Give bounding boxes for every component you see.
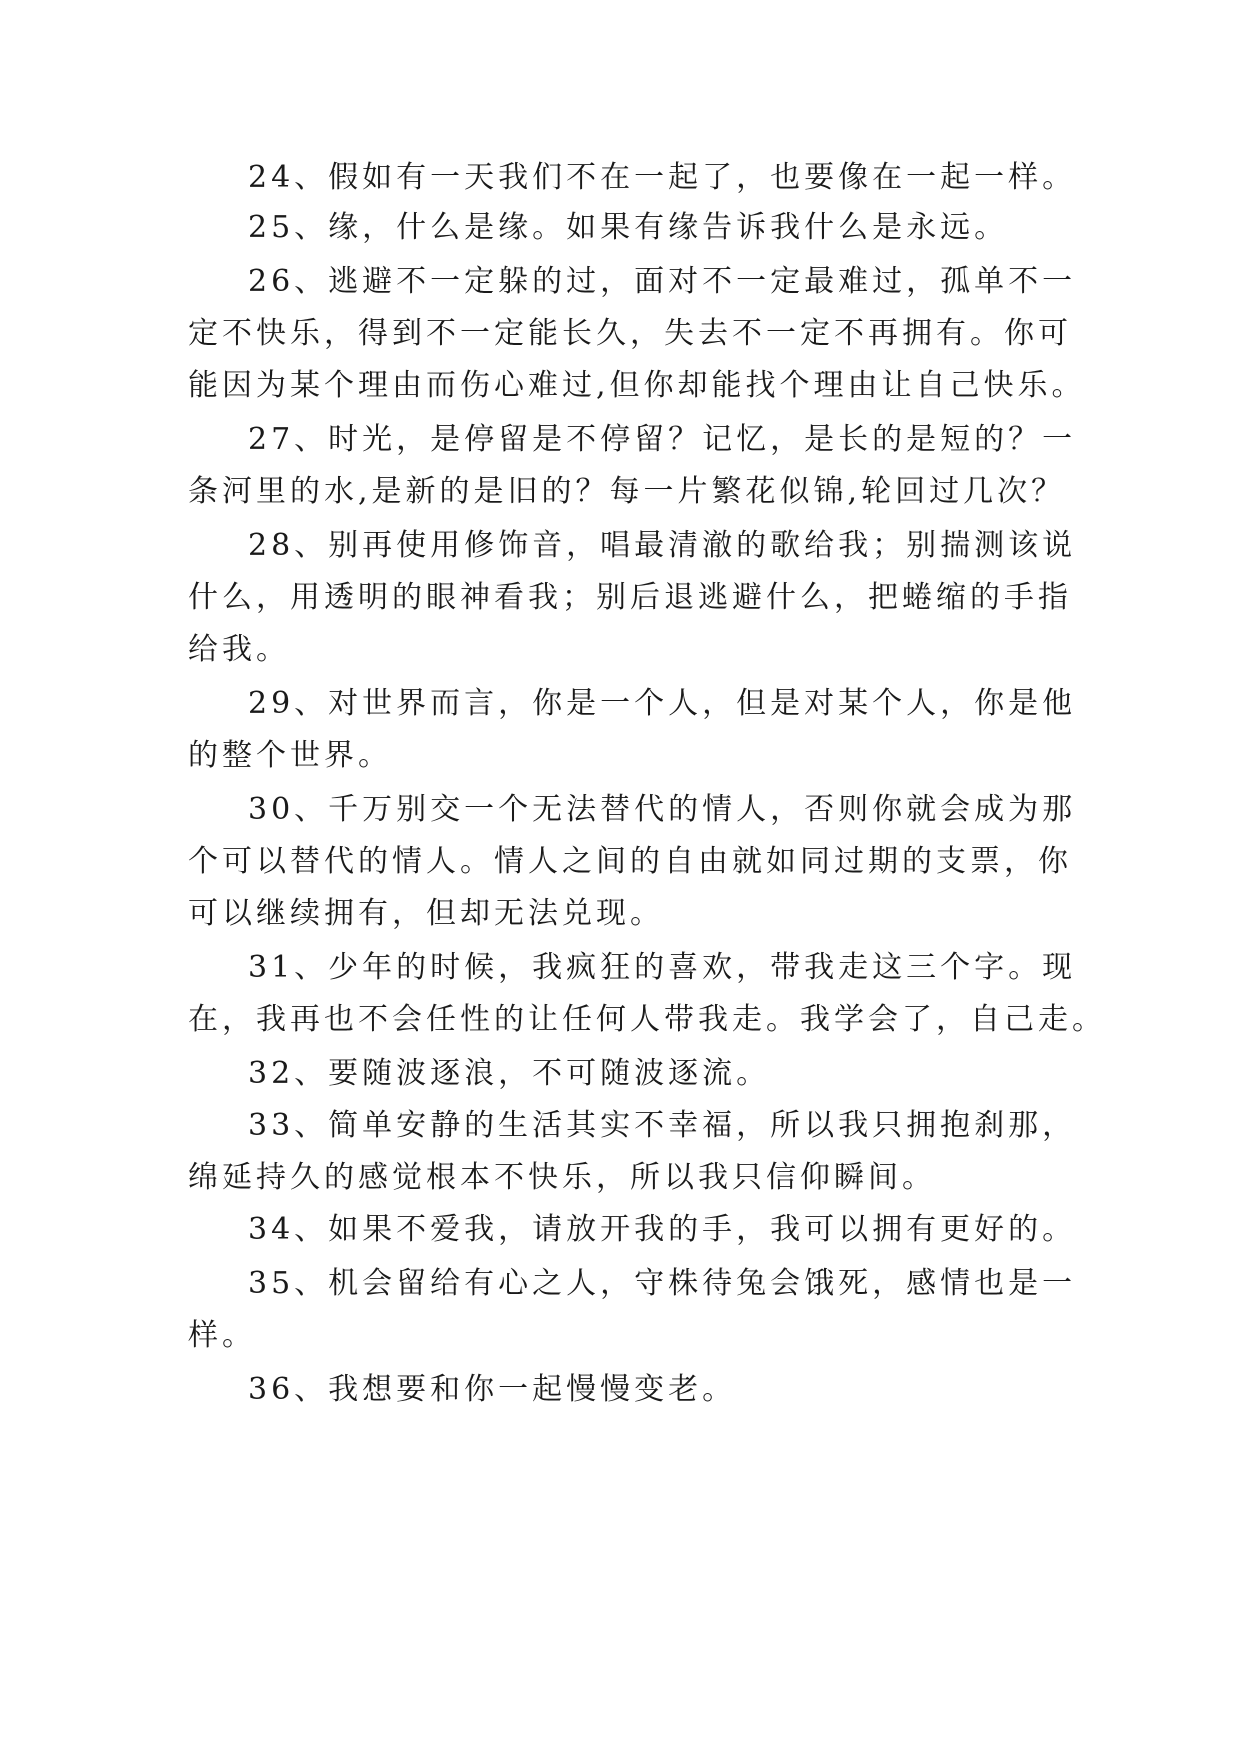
text-line: 36、我想要和你一起慢慢变老。 [248, 1372, 737, 1407]
text-line: 28、别再使用修饰音，唱最清澈的歌给我；别揣测该说 [248, 528, 1077, 563]
text-line: 24、假如有一天我们不在一起了，也要像在一起一样。 [248, 160, 1077, 195]
text-line: 26、逃避不一定躲的过，面对不一定最难过，孤单不一 [248, 264, 1077, 299]
text-line: 32、要随波逐浪，不可随波逐流。 [248, 1056, 771, 1091]
text-line: 样。 [188, 1318, 256, 1353]
text-line: 可以继续拥有，但却无法兑现。 [188, 896, 664, 931]
text-line: 33、简单安静的生活其实不幸福，所以我只拥抱刹那， [248, 1108, 1077, 1143]
text-line: 29、对世界而言，你是一个人，但是对某个人，你是他 [248, 686, 1077, 721]
text-line: 绵延持久的感觉根本不快乐，所以我只信仰瞬间。 [188, 1160, 936, 1195]
text-line: 个可以替代的情人。情人之间的自由就如同过期的支票，你 [188, 844, 1072, 879]
text-line: 给我。 [188, 632, 290, 667]
text-line: 30、千万别交一个无法替代的情人，否则你就会成为那 [248, 792, 1077, 827]
text-line: 在，我再也不会任性的让任何人带我走。我学会了，自己走。 [188, 1002, 1106, 1037]
text-line: 的整个世界。 [188, 738, 392, 773]
text-line: 27、时光，是停留是不停留？记忆，是长的是短的？一 [248, 422, 1077, 457]
text-line: 能因为某个理由而伤心难过,但你却能找个理由让自己快乐。 [188, 368, 1086, 403]
text-line: 35、机会留给有心之人，守株待兔会饿死，感情也是一 [248, 1266, 1077, 1301]
text-line: 34、如果不爱我，请放开我的手，我可以拥有更好的。 [248, 1212, 1077, 1247]
text-line: 条河里的水,是新的是旧的？每一片繁花似锦,轮回过几次？ [188, 474, 1066, 509]
text-line: 定不快乐，得到不一定能长久，失去不一定不再拥有。你可 [188, 316, 1072, 351]
text-line: 31、少年的时候，我疯狂的喜欢，带我走这三个字。现 [248, 950, 1077, 985]
text-line: 什么，用透明的眼神看我；别后退逃避什么，把蜷缩的手指 [188, 580, 1072, 615]
text-line: 25、缘，什么是缘。如果有缘告诉我什么是永远。 [248, 210, 1009, 245]
